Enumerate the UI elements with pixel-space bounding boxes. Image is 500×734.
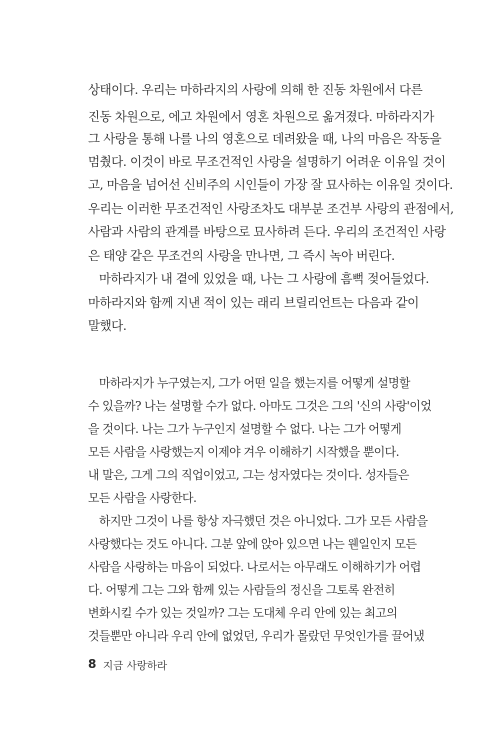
body-line: 그 사랑을 통해 나를 나의 영혼으로 데려왔을 때, 나의 마음은 작동을	[88, 131, 442, 146]
quote-line: 을 것이다. 나는 그가 누구인지 설명할 수 없다. 나는 그가 어떻게	[88, 422, 402, 436]
body-line: 고, 마음을 넘어선 신비주의 시인들이 가장 잘 묘사하는 이유일 것이다.	[88, 177, 453, 192]
body-line: 말했다.	[88, 318, 127, 333]
quote-line: 수 있을까? 나는 설명할 수가 없다. 아마도 그것은 그의 '신의 사랑'이었	[88, 399, 432, 413]
body-line: 멈췄다. 이것이 바로 무조건적인 사랑을 설명하기 어려운 이유일 것이	[88, 154, 446, 169]
body-line: 사람과 사람의 관계를 바탕으로 묘사하려 든다. 우리의 조건적인 사랑	[88, 224, 446, 239]
quote-line: 사람을 사랑하는 마음이 되었다. 나로서는 아무래도 이해하기가 어렵	[88, 560, 421, 574]
body-line: 마하라지가 내 곁에 있었을 때, 나는 그 사랑에 흠뻑 젖어들었다.	[99, 271, 429, 286]
quote-line: 변화시킬 수가 있는 것일까? 그는 도대체 우리 안에 있는 최고의	[88, 606, 398, 620]
quote-line: 하지만 그것이 나를 항상 자극했던 것은 아니었다. 그가 모든 사람을	[99, 514, 428, 528]
body-line: 은 태양 같은 무조건의 사랑을 만나면, 그 즉시 녹아 버린다.	[88, 248, 395, 263]
quote-line: 사랑했다는 것도 아니다. 그분 앞에 앉아 있으면 나는 웬일인지 모든	[88, 537, 417, 551]
quote-line: 모든 사람을 사랑한다.	[88, 491, 197, 505]
quote-line: 모든 사람을 사랑했는지 이제야 겨우 이해하기 시작했을 뿐이다.	[88, 445, 399, 459]
page-number: 8	[88, 657, 97, 671]
running-title: 지금 사랑하라	[103, 660, 168, 672]
body-line: 상태이다. 우리는 마하라지의 사랑에 의해 한 진동 차원에서 다른	[88, 82, 423, 97]
body-line: 우리는 이러한 무조건적인 사랑조차도 대부분 조건부 사랑의 관점에서,	[88, 201, 454, 216]
quote-line: 다. 어떻게 그는 그와 함께 있는 사람들의 정신을 그토록 완전히	[88, 583, 395, 597]
quote-line: 마하라지가 누구였는지, 그가 어떤 일을 했는지를 어떻게 설명할	[99, 376, 410, 390]
body-line: 마하라지와 함께 지낸 적이 있는 래리 브릴리언트는 다음과 같이	[88, 295, 419, 310]
quote-line: 것들뿐만 아니라 우리 안에 없었던, 우리가 몰랐던 무엇인가를 끌어냈	[88, 629, 425, 643]
body-line: 진동 차원으로, 에고 차원에서 영혼 차원으로 옮겨졌다. 마하라지가	[88, 109, 435, 124]
quote-line: 내 말은, 그게 그의 직업이었고, 그는 성자였다는 것이다. 성자들은	[88, 468, 409, 482]
